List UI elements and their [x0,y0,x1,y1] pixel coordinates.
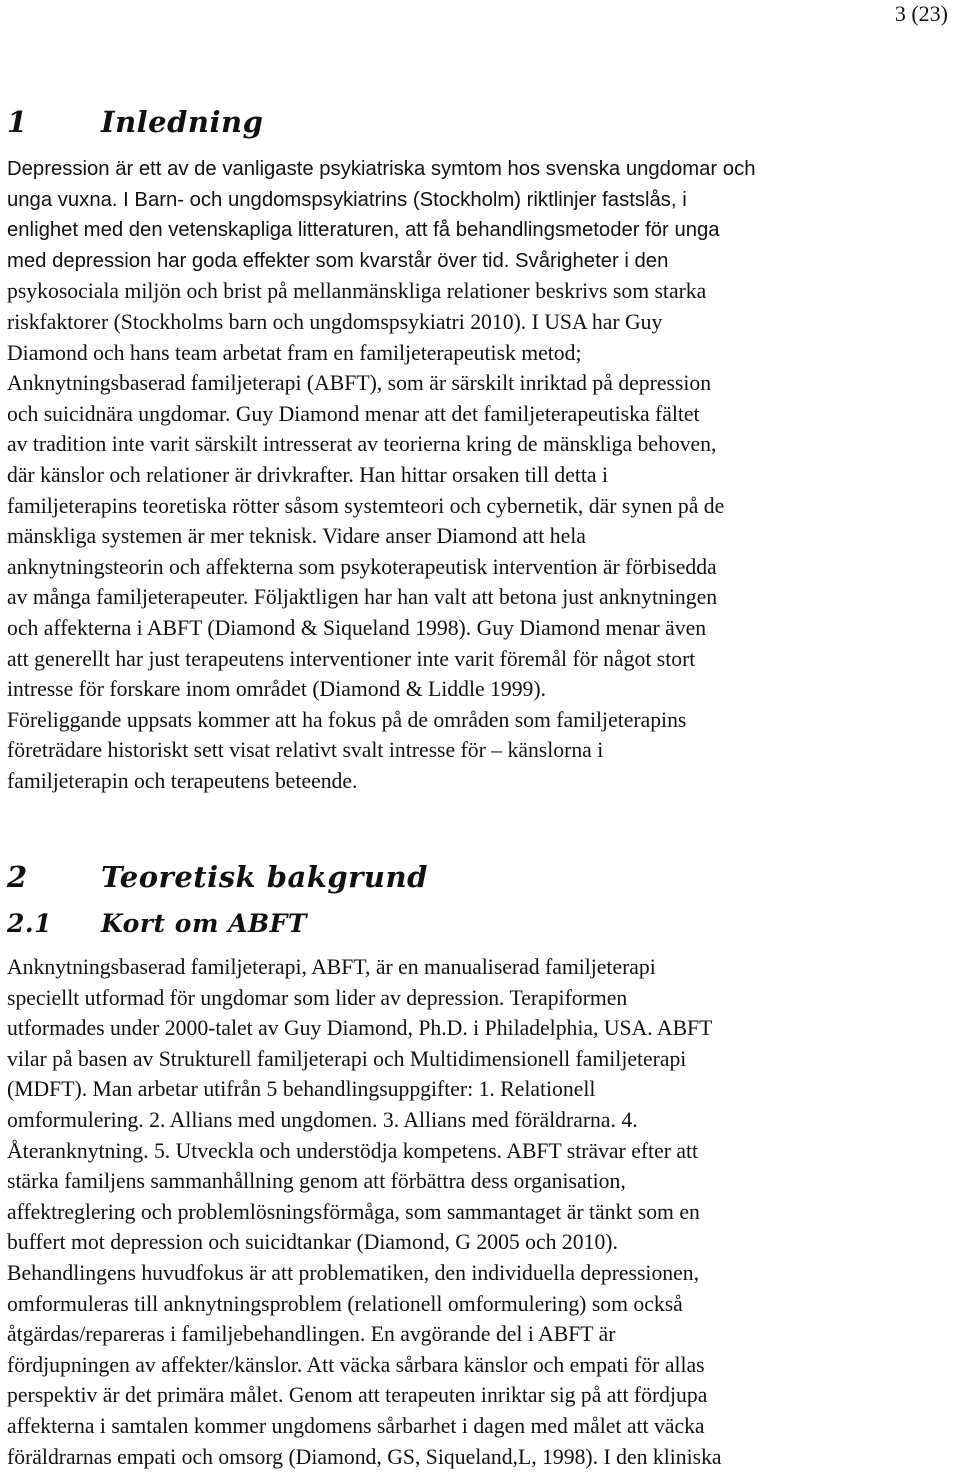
text-line: Föreliggande uppsats kommer att ha fokus på de områden som familjeterapins [7,707,687,732]
text-line: unga vuxna. I Barn- och ungdomspsykiatrins (Stockholm) riktlinjer fastslås, i [7,188,687,211]
text-line: buffert mot depression och suicidtankar (Diamond, G 2005 och 2010). [7,1230,618,1255]
section-1-paragraph [7,154,955,796]
page-number: 3 (23) [894,1,948,26]
text-line: och affekterna i ABFT (Diamond & Siqueland 1998). Guy Diamond menar även [7,615,707,640]
section-2-title: Teoretisk bakgrund [101,860,428,894]
section-2-1-heading [7,908,307,940]
text-line: av tradition inte varit särskilt intresserat av teorierna kring de mänskliga behoven, [7,432,717,457]
text-line: företrädare historiskt sett visat relativt svalt intresse för – känslorna i [7,738,604,763]
text-line: mänskliga systemen är mer teknisk. Vidare anser Diamond att hela [7,524,586,549]
text-line: med depression har goda effekter som kvarstår över tid. Svårigheter i den [7,249,669,272]
text-line: där känslor och relationer är drivkrafter. Han hittar orsaken till detta i [7,462,608,487]
text-line: speciellt utformad för ungdomar som lider av depression. Terapiformen [7,985,628,1010]
text-line: enlighet med den vetenskapliga litteraturen, att få behandlingsmetoder för unga [7,219,720,242]
text-line: psykosociala miljön och brist på mellanmänskliga relationer beskrivs som starka [7,279,707,304]
text-line: perspektiv är det primära målet. Genom att terapeuten inriktar sig på att fördjupa [7,1383,708,1408]
section-2-1-title: Kort om ABFT [101,909,307,938]
text-line: omformuleras till anknytningsproblem (relationell omformulering) som också [7,1291,683,1316]
section-1-number: 1 [7,105,28,139]
text-line: och suicidnära ungdomar. Guy Diamond menar att det familjeterapeutiska fältet [7,401,700,426]
text-line: fördjupningen av affekter/känslor. Att väcka sårbara känslor och empati för allas [7,1352,705,1377]
text-line: föräldrarnas empati och omsorg (Diamond, GS, Siqueland,L, 1998). I den kliniska [7,1444,722,1469]
text-line: Anknytningsbaserad familjeterapi, ABFT, är en manualiserad familjeterapi [7,955,656,979]
text-line: familjeterapin och terapeutens beteende. [7,768,358,793]
text-line: riskfaktorer (Stockholms barn och ungdomspsykiatri 2010). I USA har Guy [7,309,663,334]
text-line: stärka familjens sammanhållning genom att förbättra dess organisation, [7,1169,626,1194]
section-2-1-paragraph [7,952,955,1472]
text-line: Diamond och hans team arbetat fram en familjeterapeutisk metod; [7,340,582,365]
text-line: Anknytningsbaserad familjeterapi (ABFT), som är särskilt inriktad på depression [7,371,712,396]
text-line: utformades under 2000-talet av Guy Diamond, Ph.D. i Philadelphia, USA. ABFT [7,1016,713,1041]
text-line: vilar på basen av Strukturell familjeterapi och Multidimensionell familjeterapi [7,1046,687,1071]
text-line: familjeterapins teoretiska rötter såsom systemteori och cybernetik, där synen på de [7,493,725,518]
text-line: anknytningsteorin och affekterna som psykoterapeutisk intervention är förbisedda [7,554,717,579]
text-line: av många familjeterapeuter. Följaktligen har han valt att betona just anknytningen [7,585,718,610]
section-1-title: Inledning [101,105,264,139]
text-line: Depression är ett av de vanligaste psykiatriska symtom hos svenska ungdomar och [7,158,756,180]
text-line: åtgärdas/repareras i familjebehandlingen. En avgörande del i ABFT är [7,1322,616,1347]
text-line: (MDFT). Man arbetar utifrån 5 behandlingsuppgifter: 1. Relationell [7,1077,596,1102]
text-line: omformulering. 2. Allians med ungdomen. 3. Allians med föräldrarna. 4. [7,1107,638,1132]
section-2-1-number: 2.1 [7,909,52,938]
text-line: att generellt har just terapeutens interventioner inte varit föremål för något stort [7,646,696,671]
section-2-number: 2 [7,860,28,894]
text-line: affektreglering och problemlösningsförmåga, som sammantaget är tänkt som en [7,1199,700,1224]
text-line: Återanknytning. 5. Utveckla och understödja kompetens. ABFT strävar efter att [7,1138,699,1163]
text-line: Behandlingens huvudfokus är att problematiken, den individuella depressionen, [7,1260,700,1285]
text-line: intresse för forskare inom området (Diamond & Liddle 1999). [7,677,547,702]
section-1-heading [7,104,263,140]
section-2-heading [7,859,428,895]
text-line: affekterna i samtalen kommer ungdomens sårbarhet i dagen med målet att väcka [7,1413,705,1438]
